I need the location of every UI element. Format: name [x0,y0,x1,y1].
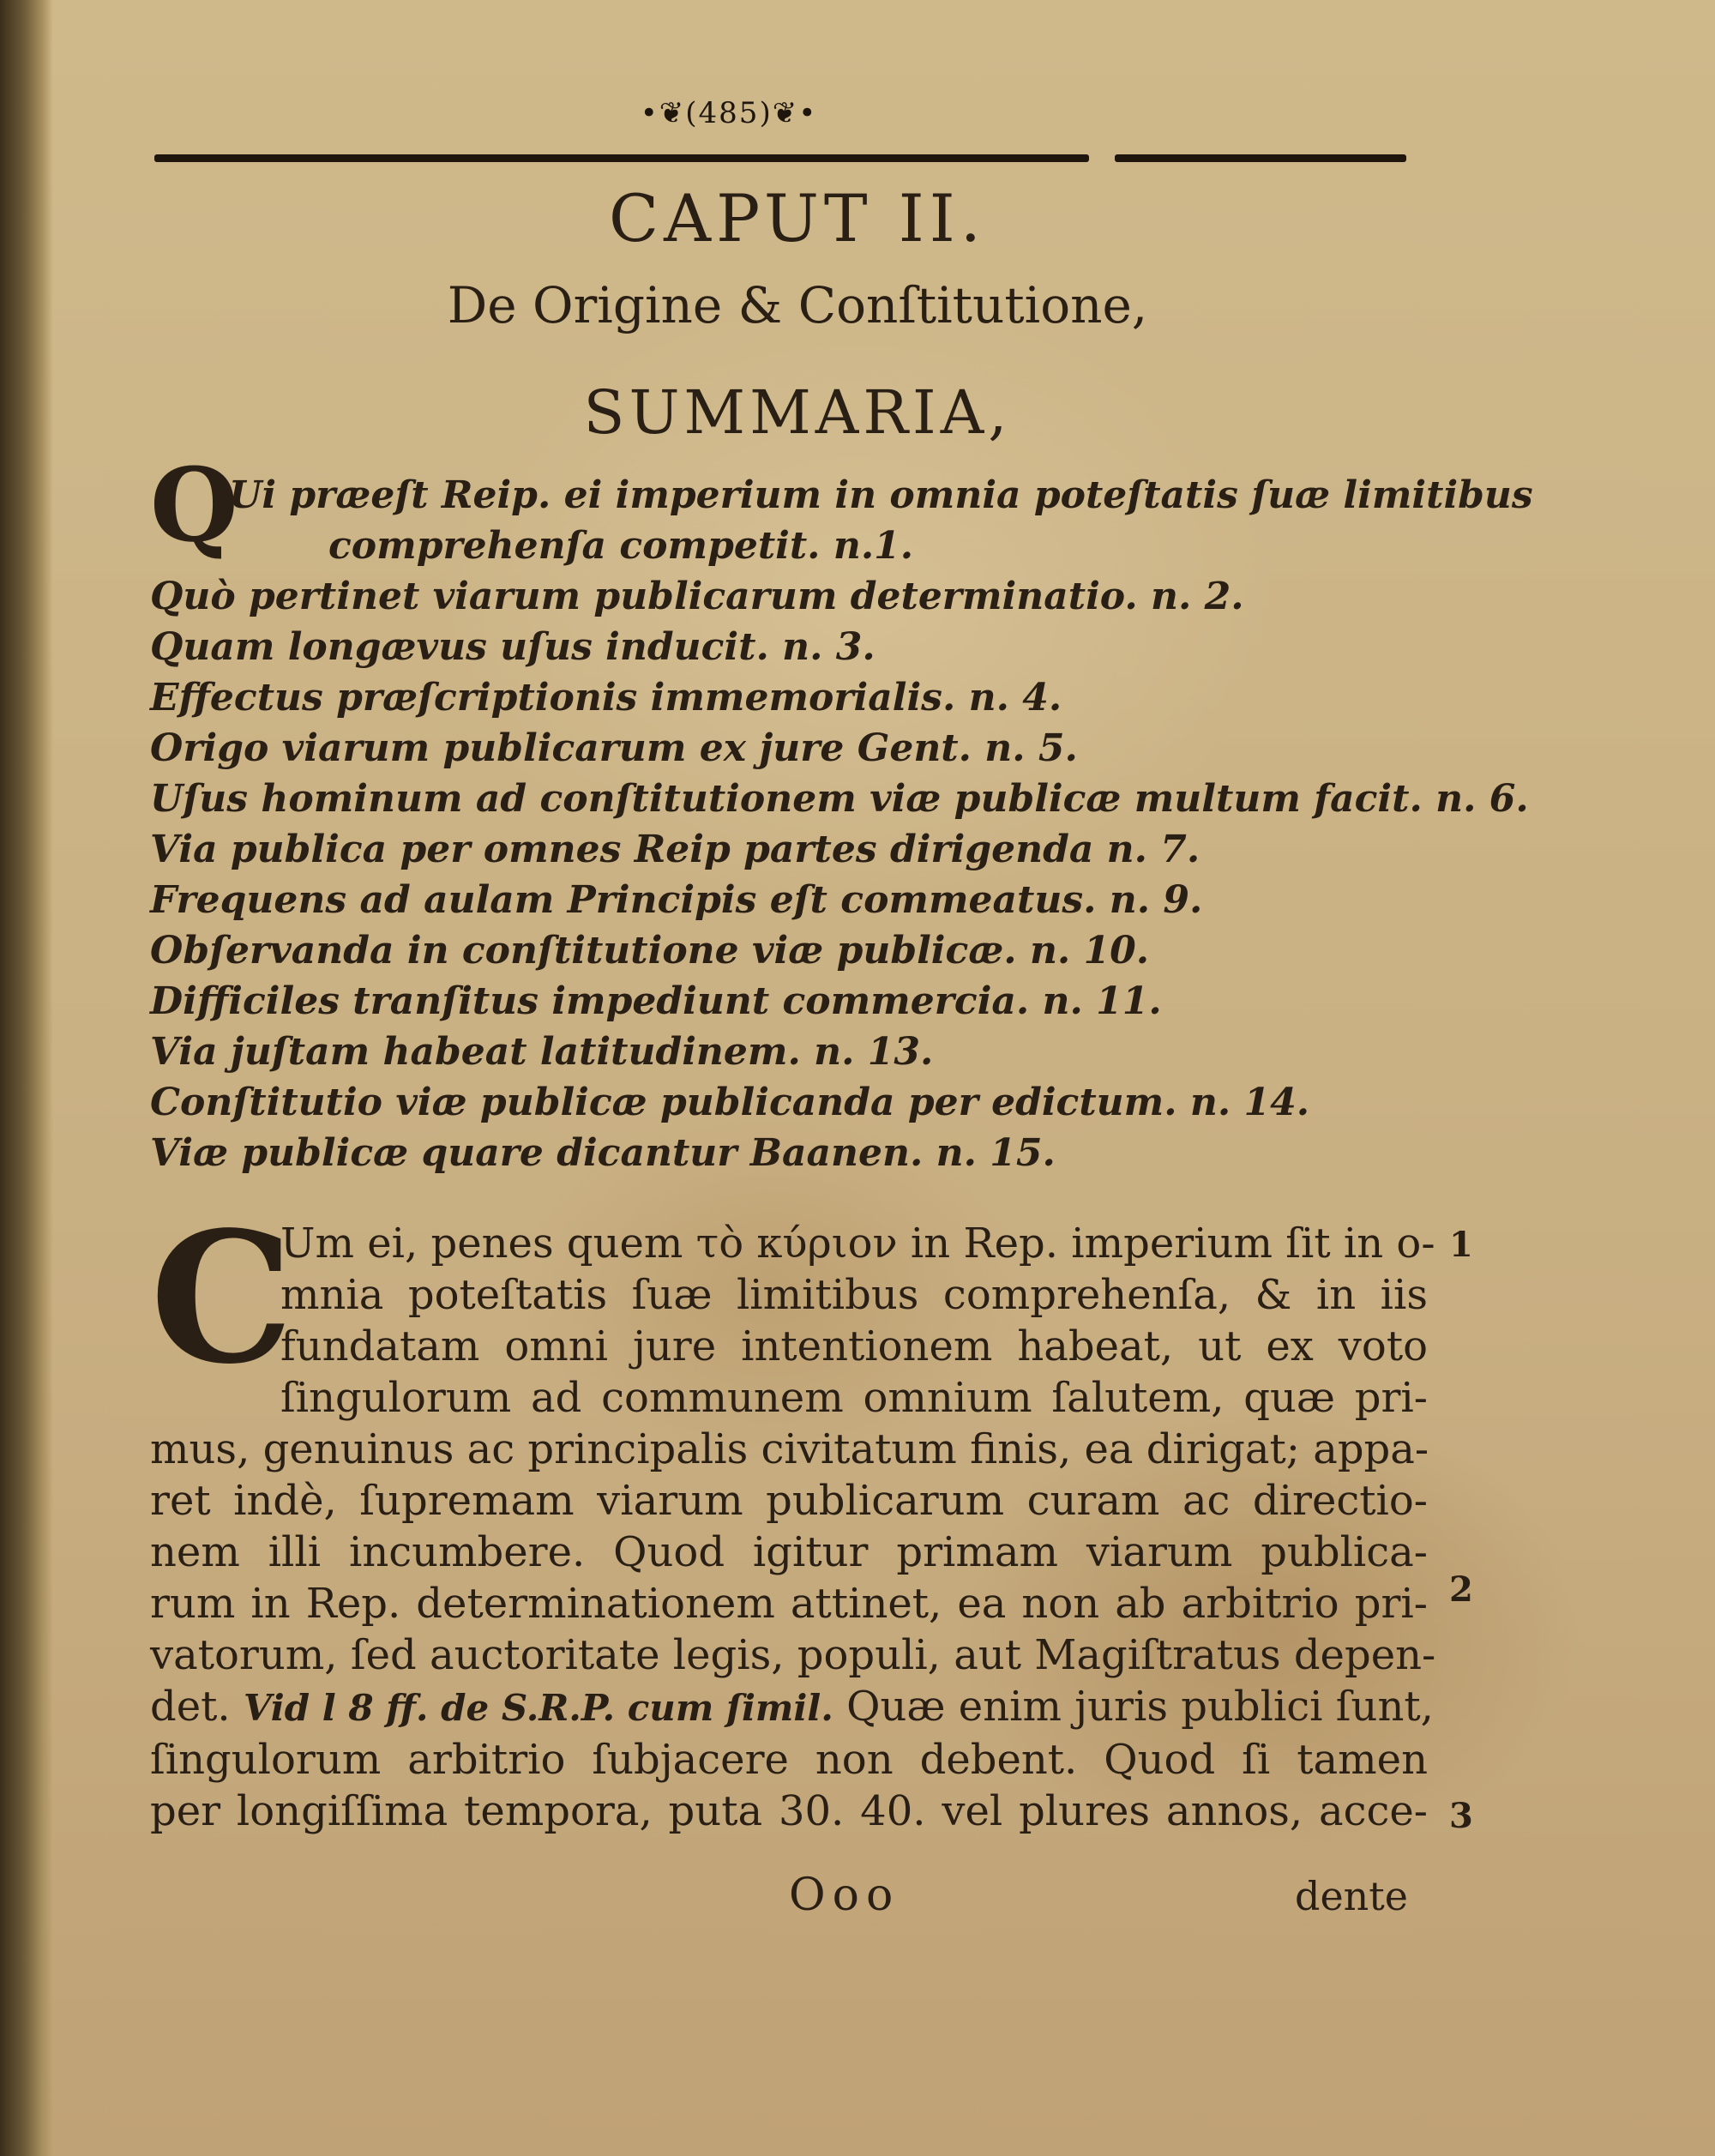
summary-item: Conſtitutio viæ publicæ publicanda per edictum. n. 14. [150,1081,1310,1124]
margin-number: 2 [1449,1569,1473,1610]
body-text-run: det. [150,1683,231,1731]
legal-citation: Vid l 8 ff. de S.R.P. cum ſimil. [243,1687,833,1729]
body-line: mnia poteſtatis ſuæ limitibus comprehenſa, & in iis [280,1271,1428,1319]
summary-item-text: Ui præeſt Reip. ei imperium in omnia poteſtatis ſuæ limitibus [229,473,1533,517]
summary-item: Difficiles tranſitus impediunt commercia. n. 11. [150,979,1162,1023]
summary-item: Via juſtam habeat latitudinem. n. 13. [150,1030,934,1074]
catchword: dente [1295,1873,1409,1919]
signature-mark: Ooo [789,1870,900,1921]
body-line: mus, genuinus ac principalis civitatum finis, ea dirigat; appa- [150,1425,1429,1473]
body-line: ſingulorum ad communem omnium ſalutem, quæ pri- [280,1374,1428,1422]
chapter-title: CAPUT II. [609,180,986,256]
body-line: rum in Rep. determinationem attinet, ea non ab arbitrio pri- [150,1580,1428,1628]
header-rule-right [1115,154,1406,162]
summary-item: Quam longævus uſus inducit. n. 3. [150,625,876,669]
summary-item: Origo viarum publicarum ex jure Gent. n. 5. [150,726,1078,770]
chapter-subtitle: De Origine & Conſtitutione, [447,276,1148,334]
body-line: vatorum, ſed auctoritate legis, populi, aut Magiſtratus depen- [150,1631,1436,1679]
margin-number: 3 [1449,1796,1473,1836]
summary-item: Uſus hominum ad conſtitutionem viæ publicæ multum facit. n. 6. [150,777,1529,821]
summary-item: Effectus præſcriptionis immemorialis. n. 4. [150,676,1062,720]
summary-item: Frequens ad aulam Principis eſt commeatus. n. 9. [150,878,1203,922]
header-ornament-right: ❦• [772,96,818,130]
header-ornament-left: •❦ [640,96,686,130]
summary-item: Obſervanda in conſtitutione viæ publicæ. n. 10. [150,929,1150,973]
summary-dropcap: Q [150,445,238,564]
body-line: Um ei, penes quem τὸ κύριον in Rep. imperium ſit in o- [280,1220,1435,1268]
page-number: (485) [685,96,773,130]
body-line: ret indè, ſupremam viarum publicarum curam ac directio- [150,1477,1428,1525]
body-line: per longiſſima tempora, puta 30. 40. vel plures annos, acce- [150,1787,1428,1835]
body-text [150,1192,1436,1837]
body-line: nem illi incumbere. Quod igitur primam viarum publica- [150,1528,1428,1576]
summaria-heading: SUMMARIA, [583,377,1012,448]
header-rule-left [154,154,1089,162]
body-dropcap: C [150,1192,294,1404]
body-line-mixed [150,1681,1434,1734]
summary-item: Via publica per omnes Reip partes dirigenda n. 7. [150,828,1200,871]
summary-list [150,445,1533,1178]
body-line: fundatam omni jure intentionem habeat, ut ex voto [280,1322,1428,1370]
margin-number: 1 [1449,1225,1473,1265]
running-header [600,96,858,130]
summary-item: Quò pertinet viarum publicarum determinatio. n. 2. [150,575,1244,618]
summary-item: comprehenſa competit. n.1. [328,524,914,568]
body-line: ſingulorum arbitrio ſubjacere non debent. Quod ſi tamen [150,1736,1428,1784]
body-text-run: Quæ enim juris publici ſunt, [846,1683,1434,1731]
summary-item: Viæ publicæ quare dicantur Baanen. n. 15. [150,1131,1056,1175]
